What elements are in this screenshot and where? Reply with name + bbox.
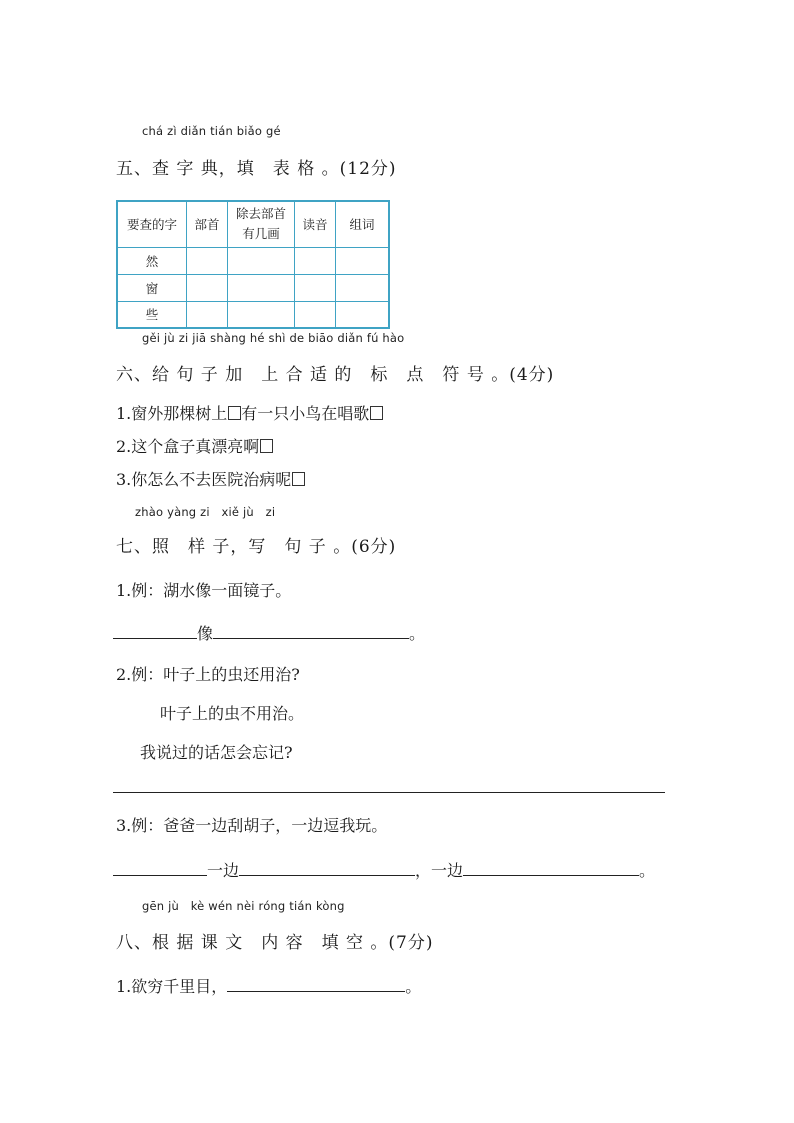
section8-title: 八、根 据 课 文 内 容 填 空 。(7分)	[116, 933, 434, 953]
example-1: 1.例：湖水像一面镜子。	[116, 581, 292, 600]
punctuation-box[interactable]	[260, 439, 273, 453]
punctuation-box[interactable]	[370, 406, 383, 420]
example-2-prompt: 我说过的话怎会忘记?	[140, 743, 293, 762]
table-row	[117, 247, 389, 274]
example-3: 3.例：爸爸一边刮胡子，一边逗我玩。	[116, 816, 388, 835]
table-cell-blank[interactable]	[336, 247, 390, 274]
answer-line-2[interactable]	[113, 792, 665, 793]
answer-blank[interactable]	[239, 859, 415, 876]
table-cell-char: 窗	[117, 274, 187, 301]
punctuation-box[interactable]	[228, 406, 241, 420]
fill-item-1: 1.欲穷千里目， 。	[116, 977, 422, 996]
table-row	[117, 301, 389, 328]
dictionary-table	[116, 200, 390, 329]
table-header: 组词	[336, 201, 390, 247]
table-cell-blank[interactable]	[336, 301, 390, 328]
answer-blank[interactable]	[213, 622, 409, 639]
table-header: 要查的字	[117, 201, 187, 247]
example-2-answer: 叶子上的虫不用治。	[160, 704, 305, 723]
answer-blank[interactable]	[463, 859, 639, 876]
table-cell-blank[interactable]	[228, 274, 295, 301]
punctuation-box[interactable]	[292, 472, 305, 486]
answer-line-3: 一边 ，一边 。	[113, 858, 655, 881]
table-cell-blank[interactable]	[295, 274, 336, 301]
punctuation-item-2: 2.这个盒子真漂亮啊	[116, 434, 273, 457]
section6-pinyin: gěi jù zi jiā shàng hé shì de biāo diǎn fú hào	[142, 331, 405, 345]
table-cell-char: 些	[117, 301, 187, 328]
section7-title: 七、照 样 子，写 句 子 。(6分)	[116, 537, 397, 557]
table-header: 除去部首 有几画	[228, 201, 295, 247]
answer-blank[interactable]	[227, 975, 405, 992]
table-cell-blank[interactable]	[187, 247, 228, 274]
table-cell-blank[interactable]	[228, 247, 295, 274]
answer-blank[interactable]	[113, 859, 207, 876]
table-cell-blank[interactable]	[228, 301, 295, 328]
section5-title: 五、查 字 典，填 表 格 。(12分)	[116, 159, 397, 179]
section6-title: 六、给 句 子 加 上 合 适 的 标 点 符 号 。(4分)	[116, 365, 555, 385]
section8-pinyin: gēn jù kè wén nèi róng tián kòng	[142, 899, 345, 913]
punctuation-item-3: 3.你怎么不去医院治病呢	[116, 467, 305, 490]
answer-blank[interactable]	[113, 622, 197, 639]
section7-pinyin: zhào yàng zi xiě jù zi	[135, 505, 276, 519]
table-header: 读音	[295, 201, 336, 247]
table-cell-blank[interactable]	[187, 301, 228, 328]
table-cell-blank[interactable]	[336, 274, 390, 301]
table-header: 部首	[187, 201, 228, 247]
punctuation-item-1: 1.窗外那棵树上 有一只小鸟在唱歌	[116, 401, 383, 424]
answer-line-1: 像 。	[113, 621, 425, 644]
section5-pinyin: chá zì diǎn tián biǎo gé	[142, 124, 281, 138]
table-cell-blank[interactable]	[295, 301, 336, 328]
table-cell-blank[interactable]	[295, 247, 336, 274]
table-cell-char: 然	[117, 247, 187, 274]
example-2: 2.例：叶子上的虫还用治?	[116, 665, 300, 684]
table-row	[117, 274, 389, 301]
table-cell-blank[interactable]	[187, 274, 228, 301]
